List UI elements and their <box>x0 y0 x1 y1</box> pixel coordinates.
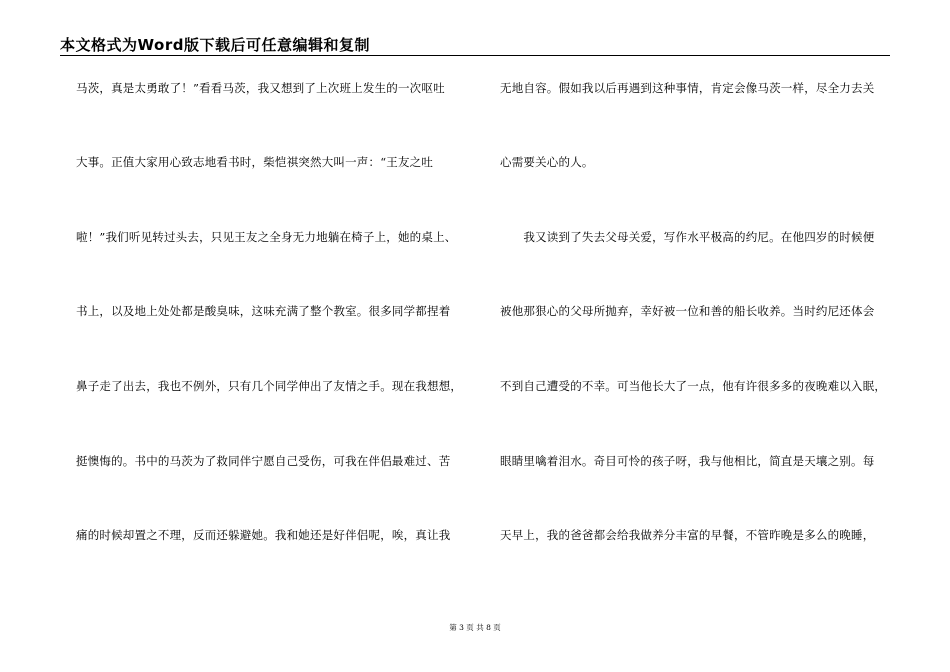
right-line-5: 不到自己遭受的不幸。可当他长大了一点，他有许很多多的夜晚难以入眠， <box>500 379 887 393</box>
document-header-title: 本文格式为Word版下载后可任意编辑和复制 <box>60 36 370 54</box>
left-line-3: 啦！”我们听见转过头去，只见王友之全身无力地躺在椅子上，她的桌上、 <box>76 230 457 244</box>
left-line-7: 痛的时候却置之不理，反而还躲避她。我和她还是好伴侣呢，唉，真让我 <box>76 528 451 542</box>
left-line-4: 书上，以及地上处处都是酸臭味，这味充满了整个教室。很多同学都捏着 <box>76 304 451 318</box>
right-line-2: 心需要关心的人。 <box>500 155 594 169</box>
right-line-7: 天早上，我的爸爸都会给我做养分丰富的早餐，不管昨晚是多么的晚睡， <box>500 528 875 542</box>
right-line-3: 我又读到了失去父母关爱，写作水平极高的约尼。在他四岁的时候便 <box>500 230 875 244</box>
right-line-4: 被他那狠心的父母所抛弃，幸好被一位和善的船长收养。当时约尼还体会 <box>500 304 875 318</box>
page-number-footer: 第 3 页 共 8 页 <box>449 623 501 632</box>
left-line-6: 挺懊悔的。书中的马茨为了救同伴宁愿自己受伤，可我在伴侣最难过、苦 <box>76 454 451 468</box>
right-line-1: 无地自容。假如我以后再遇到这种事情，肯定会像马茨一样，尽全力去关 <box>500 81 875 95</box>
left-line-2: 大事。正值大家用心致志地看书时，柴恺祺突然大叫一声：“王友之吐 <box>76 155 434 169</box>
left-line-5: 鼻子走了出去，我也不例外，只有几个同学伸出了友情之手。现在我想想， <box>76 379 463 393</box>
left-line-1: 马茨，真是太勇敢了！”看看马茨，我又想到了上次班上发生的一次呕吐 <box>76 81 445 95</box>
right-line-6: 眼睛里噙着泪水。奇目可怜的孩子呀，我与他相比，简直是天壤之别。每 <box>500 454 875 468</box>
header-divider <box>60 55 890 56</box>
